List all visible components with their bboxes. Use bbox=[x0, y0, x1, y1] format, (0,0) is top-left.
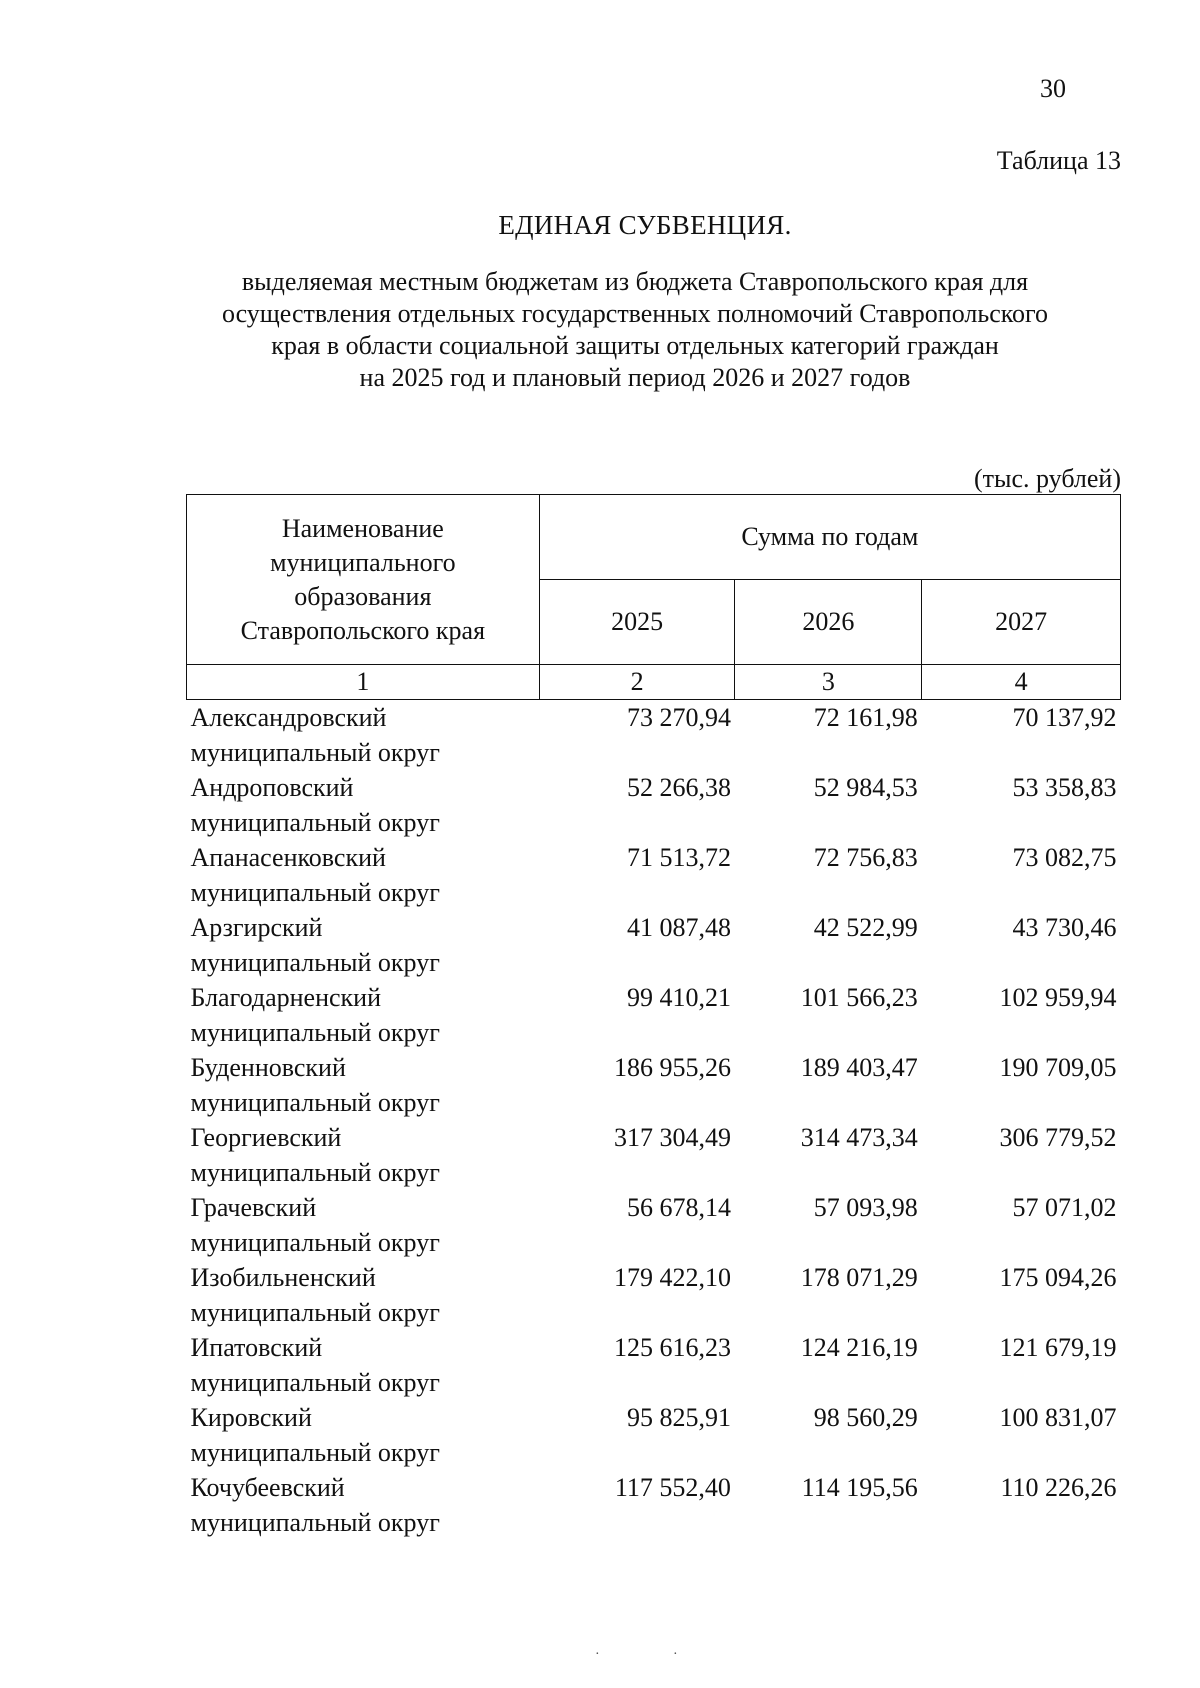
table-row bbox=[187, 1190, 1121, 1260]
document-subtitle bbox=[150, 266, 1120, 394]
value-2027: 43 730,46 bbox=[1012, 913, 1117, 942]
value-2027: 53 358,83 bbox=[1012, 773, 1117, 802]
value-2026: 57 093,98 bbox=[813, 1193, 918, 1222]
scan-dot: · bbox=[673, 1647, 678, 1662]
table-label: Таблица 13 bbox=[996, 146, 1121, 175]
value-2025: 125 616,23 bbox=[613, 1333, 731, 1362]
municipality-name: Кировский муниципальный округ bbox=[190, 1403, 440, 1467]
value-2026: 72 756,83 bbox=[813, 843, 918, 872]
value-2026: 178 071,29 bbox=[800, 1263, 918, 1292]
value-2026: 314 473,34 bbox=[800, 1123, 918, 1152]
municipality-name: Ипатовский муниципальный округ bbox=[190, 1333, 440, 1397]
value-2027: 175 094,26 bbox=[999, 1263, 1117, 1292]
header-name-line: Наименование bbox=[281, 513, 444, 543]
value-2027: 190 709,05 bbox=[999, 1053, 1117, 1082]
page-number: 30 bbox=[1040, 74, 1066, 103]
column-number: 1 bbox=[187, 665, 540, 700]
table-row bbox=[187, 1120, 1121, 1190]
value-2027: 57 071,02 bbox=[1012, 1193, 1117, 1222]
header-name-line: образования bbox=[294, 581, 432, 611]
value-2025: 52 266,38 bbox=[626, 773, 731, 802]
subtitle-line: края в области социальной защиты отдельных категорий граждан bbox=[271, 331, 999, 360]
table-row bbox=[187, 1400, 1121, 1470]
municipality-name: Грачевский муниципальный округ bbox=[190, 1193, 440, 1257]
value-2026: 52 984,53 bbox=[813, 773, 918, 802]
table-row bbox=[187, 770, 1121, 840]
value-2027: 73 082,75 bbox=[1012, 843, 1117, 872]
value-2025: 41 087,48 bbox=[626, 913, 731, 942]
value-2025: 95 825,91 bbox=[626, 1403, 731, 1432]
value-2027: 100 831,07 bbox=[999, 1403, 1117, 1432]
value-2025: 317 304,49 bbox=[613, 1123, 731, 1152]
value-2026: 72 161,98 bbox=[813, 703, 918, 732]
units-label: (тыс. рублей) bbox=[973, 464, 1121, 493]
value-2027: 121 679,19 bbox=[999, 1333, 1117, 1362]
table-row bbox=[187, 980, 1121, 1050]
header-sum-by-years: Сумма по годам bbox=[539, 495, 1120, 580]
value-2027: 102 959,94 bbox=[999, 983, 1117, 1012]
municipality-name: Буденновский муниципальный округ bbox=[190, 1053, 440, 1117]
column-number: 2 bbox=[539, 665, 735, 700]
header-year-2025: 2025 bbox=[539, 580, 735, 665]
subtitle-line: на 2025 год и плановый период 2026 и 2027 годов bbox=[359, 363, 911, 392]
document-title: ЕДИНАЯ СУБВЕНЦИЯ. bbox=[498, 210, 792, 240]
value-2026: 98 560,29 bbox=[813, 1403, 918, 1432]
subtitle-line: выделяемая местным бюджетам из бюджета Ставропольского края для bbox=[241, 267, 1029, 296]
header-name-line: муниципального bbox=[270, 547, 456, 577]
municipality-name: Апанасенковский муниципальный округ bbox=[190, 843, 440, 907]
column-number: 4 bbox=[922, 665, 1121, 700]
table-row bbox=[187, 1330, 1121, 1400]
value-2025: 71 513,72 bbox=[626, 843, 731, 872]
subvention-table bbox=[186, 494, 1121, 1540]
table-row bbox=[187, 1260, 1121, 1330]
municipality-name: Арзгирский муниципальный округ bbox=[190, 913, 440, 977]
header-year-2027: 2027 bbox=[922, 580, 1121, 665]
table-header bbox=[187, 495, 1121, 700]
municipality-name: Изобильненский муниципальный округ bbox=[190, 1263, 440, 1327]
value-2026: 42 522,99 bbox=[813, 913, 918, 942]
header-year-2026: 2026 bbox=[735, 580, 922, 665]
value-2025: 179 422,10 bbox=[613, 1263, 731, 1292]
header-name-line: Ставропольского края bbox=[240, 615, 486, 645]
value-2025: 99 410,21 bbox=[626, 983, 731, 1012]
table-row bbox=[187, 700, 1121, 771]
value-2027: 70 137,92 bbox=[1012, 703, 1117, 732]
municipality-name: Андроповский муниципальный округ bbox=[190, 773, 440, 837]
value-2026: 124 216,19 bbox=[800, 1333, 918, 1362]
header-municipality-name bbox=[187, 495, 540, 665]
municipality-name: Александровский муниципальный округ bbox=[190, 703, 440, 767]
value-2025: 73 270,94 bbox=[626, 703, 731, 732]
scan-dot: · bbox=[595, 1647, 600, 1662]
subtitle-line: осуществления отдельных государственных полномочий Ставропольского bbox=[221, 299, 1049, 328]
municipality-name: Георгиевский муниципальный округ bbox=[190, 1123, 440, 1187]
table-body bbox=[187, 700, 1121, 1541]
table-row bbox=[187, 910, 1121, 980]
value-2026: 189 403,47 bbox=[800, 1053, 918, 1082]
table-row bbox=[187, 1050, 1121, 1120]
value-2026: 114 195,56 bbox=[801, 1473, 918, 1502]
value-2027: 110 226,26 bbox=[1000, 1473, 1117, 1502]
value-2025: 56 678,14 bbox=[626, 1193, 731, 1222]
value-2027: 306 779,52 bbox=[999, 1123, 1117, 1152]
value-2025: 186 955,26 bbox=[613, 1053, 731, 1082]
table-row bbox=[187, 1470, 1121, 1540]
municipality-name: Кочубеевский муниципальный округ bbox=[190, 1473, 440, 1537]
value-2025: 117 552,40 bbox=[614, 1473, 731, 1502]
column-number-row bbox=[187, 665, 1121, 700]
column-number: 3 bbox=[735, 665, 922, 700]
municipality-name: Благодарненский муниципальный округ bbox=[190, 983, 440, 1047]
value-2026: 101 566,23 bbox=[800, 983, 918, 1012]
table-row bbox=[187, 840, 1121, 910]
